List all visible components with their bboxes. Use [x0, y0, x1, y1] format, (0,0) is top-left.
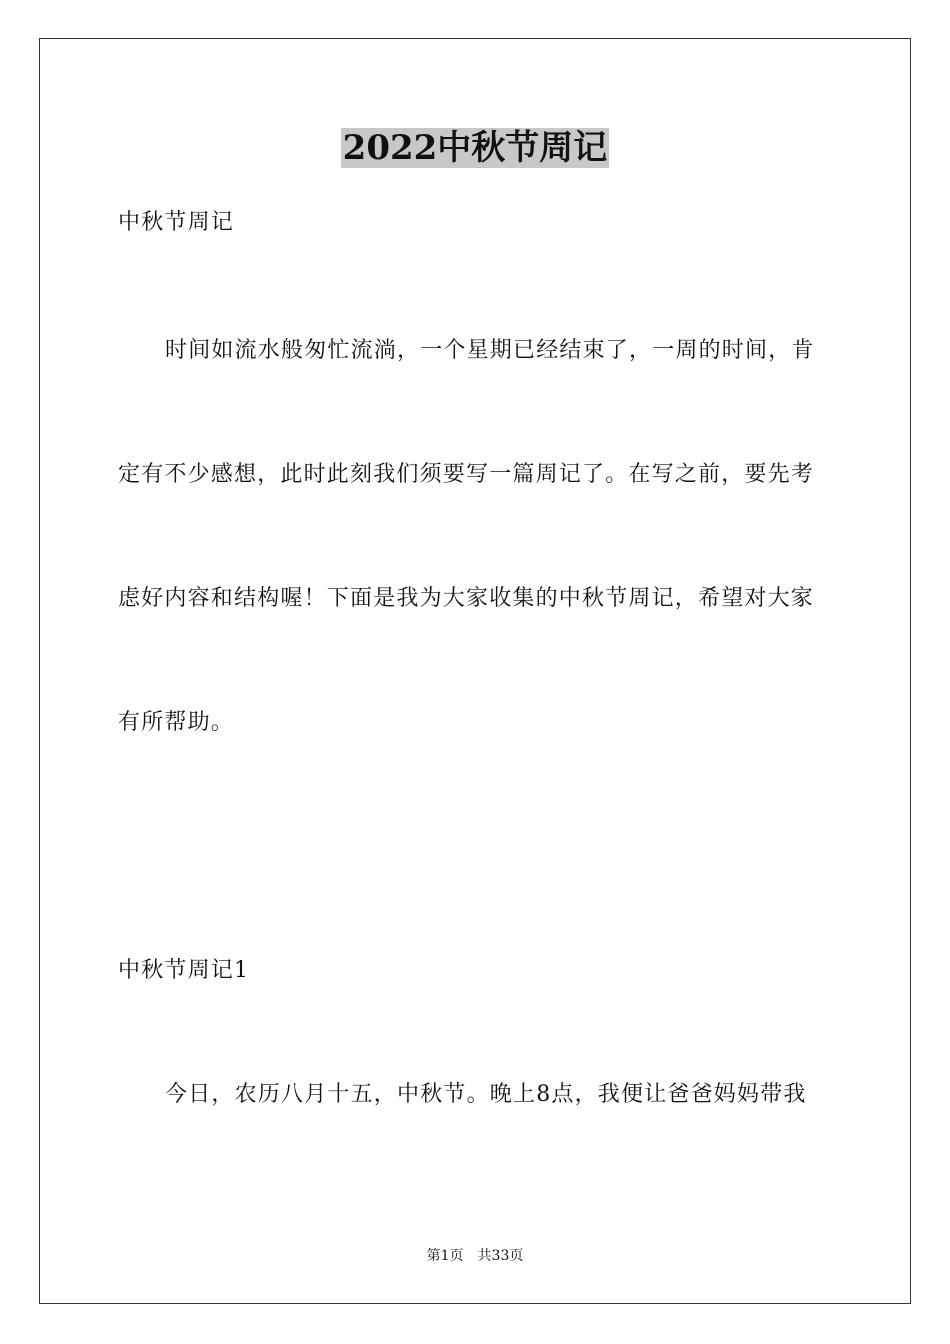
page-total: 共33页 [477, 1248, 524, 1264]
paragraph-line: 有所帮助。 [118, 710, 235, 735]
section-heading: 中秋节周记1 [118, 958, 250, 983]
paragraph-line: 定有不少感想，此时此刻我们须要写一篇周记了。在写之前，要先考 [118, 462, 815, 487]
page-number: 第1页 [426, 1248, 464, 1264]
paragraph-line: 时间如流水般匆忙流淌，一个星期已经结束了，一周的时间，肯 [165, 338, 815, 363]
page-footer [0, 1247, 950, 1265]
paragraph-line: 今日，农历八月十五，中秋节。晚上8点，我便让爸爸妈妈带我 [165, 1082, 807, 1107]
title-container [0, 128, 950, 168]
paragraph-line: 虑好内容和结构喔！下面是我为大家收集的中秋节周记，希望对大家 [118, 586, 815, 611]
section-heading: 中秋节周记 [118, 210, 235, 235]
document-title: 2022中秋节周记 [342, 128, 608, 168]
